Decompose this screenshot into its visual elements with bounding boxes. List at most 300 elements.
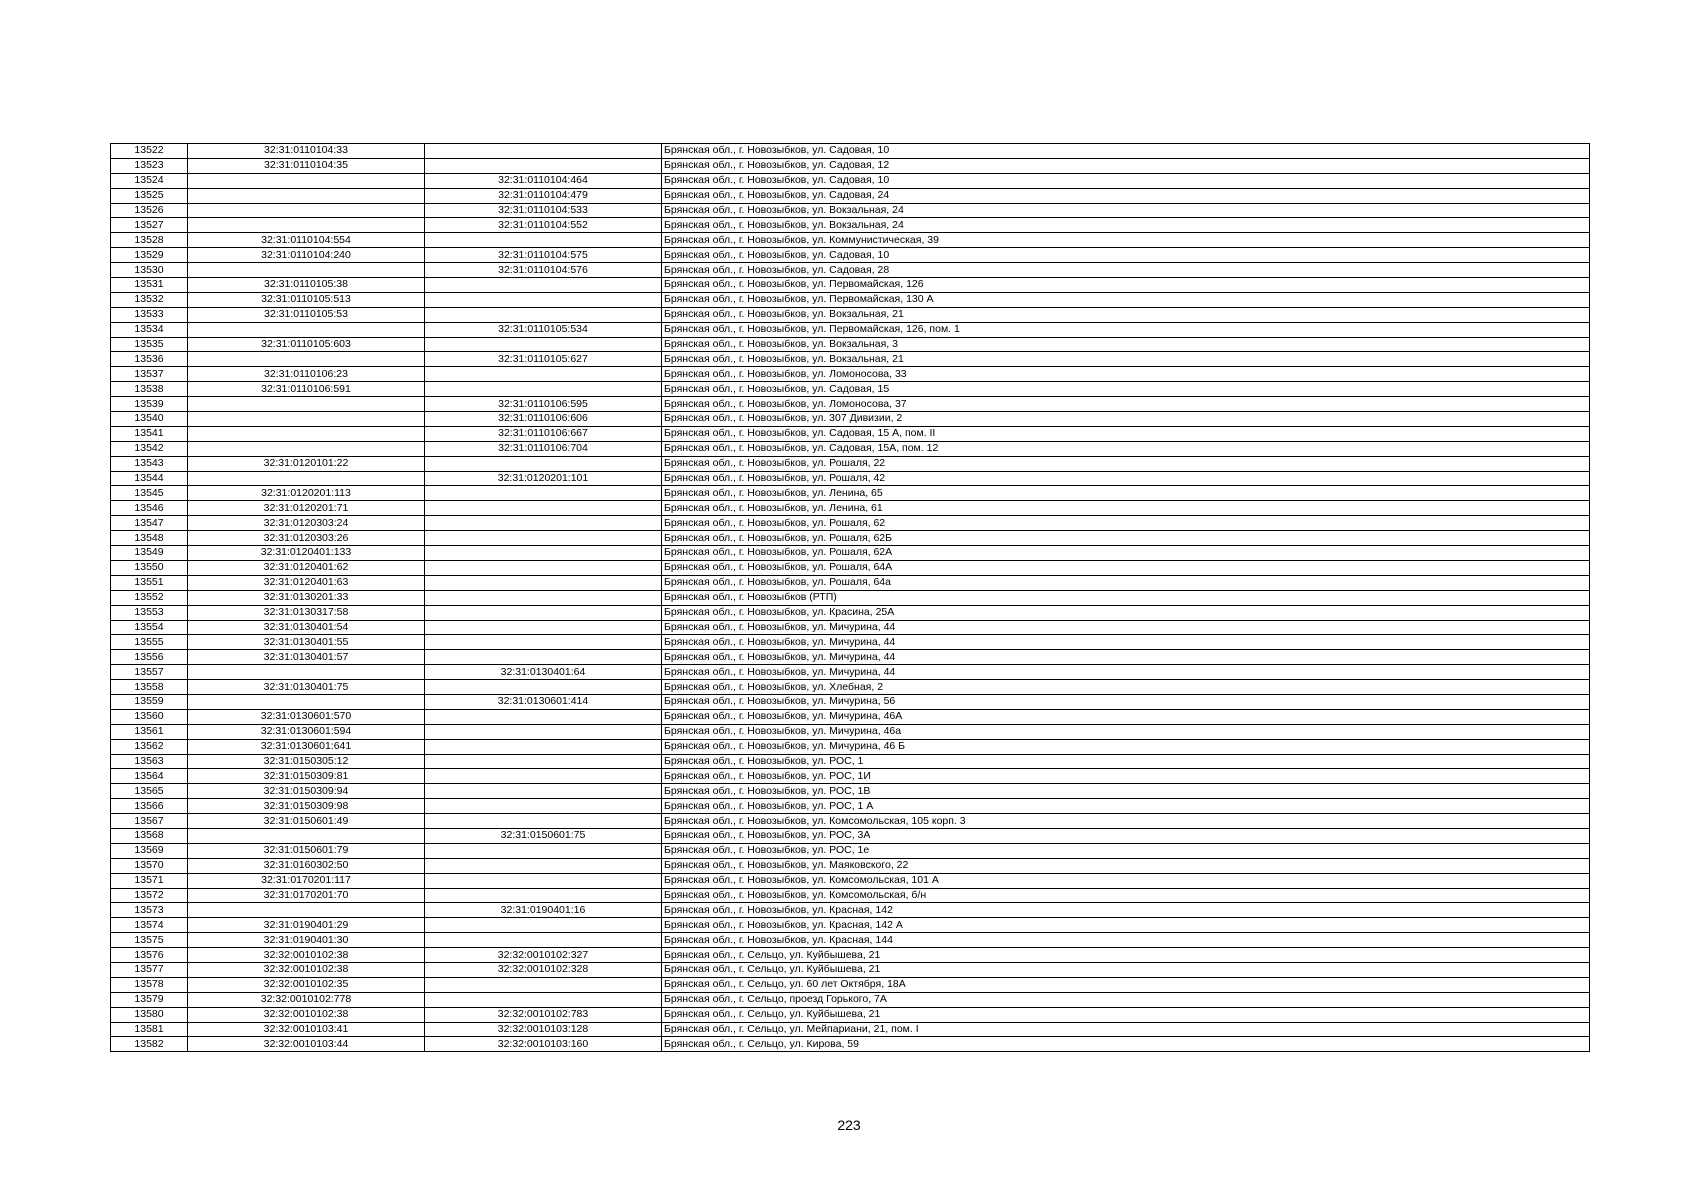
object-cadastral-number-cell: 32:31:0190401:16 (425, 903, 662, 918)
cadastral-number-cell: 32:31:0170201:117 (188, 873, 425, 888)
object-cadastral-number-cell (425, 799, 662, 814)
cadastral-number-cell: 32:31:0150601:79 (188, 843, 425, 858)
cadastral-number-cell: 32:31:0120303:26 (188, 531, 425, 546)
table-row (111, 754, 1590, 769)
table-row (111, 903, 1590, 918)
table-row (111, 724, 1590, 739)
table-row (111, 709, 1590, 724)
table-row (111, 382, 1590, 397)
row-number-cell: 13529 (111, 248, 188, 263)
row-number-cell: 13547 (111, 516, 188, 531)
row-number-cell: 13535 (111, 337, 188, 352)
table-row (111, 278, 1590, 293)
object-cadastral-number-cell: 32:31:0110104:464 (425, 173, 662, 188)
table-row (111, 322, 1590, 337)
row-number-cell: 13537 (111, 367, 188, 382)
cadastral-number-cell: 32:31:0170201:70 (188, 888, 425, 903)
row-number-cell: 13533 (111, 307, 188, 322)
table-row (111, 873, 1590, 888)
object-cadastral-number-cell (425, 724, 662, 739)
cadastral-number-cell: 32:32:0010102:778 (188, 992, 425, 1007)
table-row (111, 680, 1590, 695)
cadastral-number-cell (188, 188, 425, 203)
row-number-cell: 13555 (111, 635, 188, 650)
address-cell: Брянская обл., г. Новозыбков, ул. РОС, 1И (662, 769, 1590, 784)
address-cell: Брянская обл., г. Новозыбков, ул. Рошаля, 42 (662, 471, 1590, 486)
address-cell: Брянская обл., г. Сельцо, ул. Куйбышева, 21 (662, 1007, 1590, 1022)
row-number-cell: 13522 (111, 144, 188, 159)
object-cadastral-number-cell (425, 337, 662, 352)
object-cadastral-number-cell (425, 933, 662, 948)
address-cell: Брянская обл., г. Новозыбков, ул. Рошаля, 64а (662, 575, 1590, 590)
row-number-cell: 13549 (111, 546, 188, 561)
cadastral-number-cell: 32:31:0190401:29 (188, 918, 425, 933)
table-row (111, 426, 1590, 441)
object-cadastral-number-cell: 32:31:0110106:704 (425, 441, 662, 456)
object-cadastral-number-cell (425, 769, 662, 784)
table-row (111, 888, 1590, 903)
cadastral-number-cell: 32:31:0120201:113 (188, 486, 425, 501)
address-cell: Брянская обл., г. Новозыбков, ул. Садовая, 10 (662, 248, 1590, 263)
table-row (111, 203, 1590, 218)
row-number-cell: 13530 (111, 263, 188, 278)
row-number-cell: 13563 (111, 754, 188, 769)
address-cell: Брянская обл., г. Новозыбков, ул. Садовая, 24 (662, 188, 1590, 203)
cadastral-number-cell: 32:31:0130401:75 (188, 680, 425, 695)
row-number-cell: 13565 (111, 784, 188, 799)
row-number-cell: 13572 (111, 888, 188, 903)
table-row (111, 1037, 1590, 1052)
table-row (111, 739, 1590, 754)
table-row (111, 1022, 1590, 1037)
table-row (111, 784, 1590, 799)
address-cell: Брянская обл., г. Новозыбков, ул. Садовая, 15 (662, 382, 1590, 397)
object-cadastral-number-cell (425, 650, 662, 665)
address-cell: Брянская обл., г. Сельцо, ул. Кирова, 59 (662, 1037, 1590, 1052)
table-row (111, 650, 1590, 665)
row-number-cell: 13543 (111, 456, 188, 471)
row-number-cell: 13552 (111, 590, 188, 605)
object-cadastral-number-cell (425, 546, 662, 561)
registry-table (110, 143, 1590, 1052)
address-cell: Брянская обл., г. Сельцо, ул. Мейпариани, 21, пом. I (662, 1022, 1590, 1037)
row-number-cell: 13559 (111, 694, 188, 709)
cadastral-number-cell: 32:31:0110106:23 (188, 367, 425, 382)
object-cadastral-number-cell: 32:31:0120201:101 (425, 471, 662, 486)
address-cell: Брянская обл., г. Новозыбков, ул. Мичурина, 44 (662, 635, 1590, 650)
object-cadastral-number-cell (425, 977, 662, 992)
table-row (111, 575, 1590, 590)
table-row (111, 769, 1590, 784)
registry-table-body (111, 144, 1590, 1052)
object-cadastral-number-cell: 32:32:0010103:160 (425, 1037, 662, 1052)
address-cell: Брянская обл., г. Новозыбков, ул. Мичурина, 44 (662, 665, 1590, 680)
table-row (111, 144, 1590, 159)
row-number-cell: 13560 (111, 709, 188, 724)
object-cadastral-number-cell (425, 709, 662, 724)
row-number-cell: 13541 (111, 426, 188, 441)
cadastral-number-cell: 32:31:0110105:38 (188, 278, 425, 293)
table-row (111, 233, 1590, 248)
object-cadastral-number-cell (425, 560, 662, 575)
table-row (111, 188, 1590, 203)
address-cell: Брянская обл., г. Новозыбков, ул. Садовая, 10 (662, 173, 1590, 188)
cadastral-number-cell: 32:31:0110105:603 (188, 337, 425, 352)
address-cell: Брянская обл., г. Новозыбков, ул. Рошаля, 62Б (662, 531, 1590, 546)
cadastral-number-cell: 32:31:0110106:591 (188, 382, 425, 397)
row-number-cell: 13553 (111, 605, 188, 620)
object-cadastral-number-cell: 32:32:0010103:128 (425, 1022, 662, 1037)
cadastral-number-cell: 32:31:0110105:53 (188, 307, 425, 322)
object-cadastral-number-cell (425, 843, 662, 858)
table-row (111, 337, 1590, 352)
table-row (111, 1007, 1590, 1022)
address-cell: Брянская обл., г. Новозыбков, ул. Мичурина, 46а (662, 724, 1590, 739)
cadastral-number-cell: 32:31:0150601:49 (188, 814, 425, 829)
row-number-cell: 13536 (111, 352, 188, 367)
row-number-cell: 13573 (111, 903, 188, 918)
address-cell: Брянская обл., г. Новозыбков, ул. Мичурина, 46 Б (662, 739, 1590, 754)
cadastral-number-cell: 32:31:0150305:12 (188, 754, 425, 769)
table-row (111, 694, 1590, 709)
address-cell: Брянская обл., г. Новозыбков, ул. РОС, 3А (662, 828, 1590, 843)
row-number-cell: 13542 (111, 441, 188, 456)
address-cell: Брянская обл., г. Новозыбков, ул. Мичурина, 56 (662, 694, 1590, 709)
object-cadastral-number-cell (425, 620, 662, 635)
table-row (111, 605, 1590, 620)
table-row (111, 367, 1590, 382)
object-cadastral-number-cell (425, 531, 662, 546)
address-cell: Брянская обл., г. Новозыбков, ул. Вокзальная, 21 (662, 352, 1590, 367)
table-row (111, 531, 1590, 546)
table-row (111, 948, 1590, 963)
cadastral-number-cell (188, 828, 425, 843)
row-number-cell: 13562 (111, 739, 188, 754)
address-cell: Брянская обл., г. Новозыбков, ул. Вокзальная, 21 (662, 307, 1590, 322)
object-cadastral-number-cell (425, 888, 662, 903)
object-cadastral-number-cell: 32:32:0010102:783 (425, 1007, 662, 1022)
cadastral-number-cell: 32:31:0130401:55 (188, 635, 425, 650)
row-number-cell: 13556 (111, 650, 188, 665)
row-number-cell: 13558 (111, 680, 188, 695)
cadastral-number-cell (188, 471, 425, 486)
address-cell: Брянская обл., г. Новозыбков, ул. Первомайская, 130 А (662, 292, 1590, 307)
table-row (111, 933, 1590, 948)
cadastral-number-cell: 32:31:0120401:133 (188, 546, 425, 561)
object-cadastral-number-cell (425, 307, 662, 322)
row-number-cell: 13531 (111, 278, 188, 293)
address-cell: Брянская обл., г. Новозыбков, ул. Коммунистическая, 39 (662, 233, 1590, 248)
row-number-cell: 13581 (111, 1022, 188, 1037)
address-cell: Брянская обл., г. Новозыбков, ул. РОС, 1е (662, 843, 1590, 858)
cadastral-number-cell: 32:31:0120101:22 (188, 456, 425, 471)
cadastral-number-cell (188, 322, 425, 337)
row-number-cell: 13576 (111, 948, 188, 963)
cadastral-number-cell: 32:31:0160302:50 (188, 858, 425, 873)
address-cell: Брянская обл., г. Новозыбков, ул. Первомайская, 126 (662, 278, 1590, 293)
cadastral-number-cell: 32:31:0120401:63 (188, 575, 425, 590)
row-number-cell: 13580 (111, 1007, 188, 1022)
object-cadastral-number-cell (425, 486, 662, 501)
cadastral-number-cell: 32:31:0110104:33 (188, 144, 425, 159)
address-cell: Брянская обл., г. Новозыбков, ул. Первомайская, 126, пом. 1 (662, 322, 1590, 337)
row-number-cell: 13575 (111, 933, 188, 948)
row-number-cell: 13545 (111, 486, 188, 501)
object-cadastral-number-cell (425, 784, 662, 799)
object-cadastral-number-cell (425, 501, 662, 516)
table-row (111, 962, 1590, 977)
cadastral-number-cell: 32:32:0010102:38 (188, 962, 425, 977)
address-cell: Брянская обл., г. Новозыбков, ул. Рошаля, 62А (662, 546, 1590, 561)
table-row (111, 799, 1590, 814)
table-row (111, 456, 1590, 471)
table-row (111, 292, 1590, 307)
table-row (111, 843, 1590, 858)
table-row (111, 918, 1590, 933)
address-cell: Брянская обл., г. Новозыбков, ул. Садовая, 15 А, пом. II (662, 426, 1590, 441)
address-cell: Брянская обл., г. Новозыбков, ул. Рошаля, 22 (662, 456, 1590, 471)
table-row (111, 516, 1590, 531)
row-number-cell: 13540 (111, 412, 188, 427)
table-row (111, 486, 1590, 501)
object-cadastral-number-cell (425, 456, 662, 471)
address-cell: Брянская обл., г. Новозыбков, ул. Садовая, 10 (662, 144, 1590, 159)
object-cadastral-number-cell (425, 158, 662, 173)
row-number-cell: 13550 (111, 560, 188, 575)
cadastral-number-cell: 32:31:0110104:240 (188, 248, 425, 263)
cadastral-number-cell: 32:31:0130317:58 (188, 605, 425, 620)
table-row (111, 412, 1590, 427)
object-cadastral-number-cell (425, 873, 662, 888)
object-cadastral-number-cell: 32:31:0110104:576 (425, 263, 662, 278)
address-cell: Брянская обл., г. Сельцо, проезд Горького, 7А (662, 992, 1590, 1007)
object-cadastral-number-cell: 32:31:0110104:533 (425, 203, 662, 218)
row-number-cell: 13523 (111, 158, 188, 173)
cadastral-number-cell: 32:31:0130401:57 (188, 650, 425, 665)
row-number-cell: 13551 (111, 575, 188, 590)
table-row (111, 665, 1590, 680)
cadastral-number-cell: 32:31:0150309:94 (188, 784, 425, 799)
cadastral-number-cell: 32:31:0150309:98 (188, 799, 425, 814)
address-cell: Брянская обл., г. Новозыбков, ул. РОС, 1 А (662, 799, 1590, 814)
address-cell: Брянская обл., г. Новозыбков, ул. Комсомольская, 101 А (662, 873, 1590, 888)
address-cell: Брянская обл., г. Новозыбков, ул. Маяковского, 22 (662, 858, 1590, 873)
object-cadastral-number-cell: 32:31:0110106:667 (425, 426, 662, 441)
row-number-cell: 13569 (111, 843, 188, 858)
address-cell: Брянская обл., г. Новозыбков, ул. Садовая, 15А, пом. 12 (662, 441, 1590, 456)
cadastral-number-cell: 32:32:0010102:38 (188, 948, 425, 963)
row-number-cell: 13546 (111, 501, 188, 516)
row-number-cell: 13570 (111, 858, 188, 873)
object-cadastral-number-cell (425, 814, 662, 829)
object-cadastral-number-cell: 32:31:0130601:414 (425, 694, 662, 709)
address-cell: Брянская обл., г. Новозыбков, ул. Хлебная, 2 (662, 680, 1590, 695)
address-cell: Брянская обл., г. Новозыбков, ул. Комсомольская, 105 корп. 3 (662, 814, 1590, 829)
row-number-cell: 13567 (111, 814, 188, 829)
object-cadastral-number-cell (425, 858, 662, 873)
address-cell: Брянская обл., г. Новозыбков, ул. Комсомольская, б/н (662, 888, 1590, 903)
object-cadastral-number-cell (425, 144, 662, 159)
row-number-cell: 13574 (111, 918, 188, 933)
address-cell: Брянская обл., г. Новозыбков, ул. Мичурина, 44 (662, 650, 1590, 665)
address-cell: Брянская обл., г. Новозыбков, ул. Садовая, 12 (662, 158, 1590, 173)
address-cell: Брянская обл., г. Сельцо, ул. 60 лет Октября, 18А (662, 977, 1590, 992)
table-row (111, 218, 1590, 233)
object-cadastral-number-cell (425, 680, 662, 695)
table-row (111, 307, 1590, 322)
table-row (111, 560, 1590, 575)
cadastral-number-cell (188, 263, 425, 278)
row-number-cell: 13579 (111, 992, 188, 1007)
cadastral-number-cell (188, 203, 425, 218)
row-number-cell: 13526 (111, 203, 188, 218)
row-number-cell: 13524 (111, 173, 188, 188)
address-cell: Брянская обл., г. Новозыбков, ул. Мичурина, 44 (662, 620, 1590, 635)
object-cadastral-number-cell (425, 278, 662, 293)
row-number-cell: 13534 (111, 322, 188, 337)
cadastral-number-cell: 32:31:0130401:54 (188, 620, 425, 635)
object-cadastral-number-cell (425, 918, 662, 933)
object-cadastral-number-cell: 32:31:0110106:595 (425, 397, 662, 412)
row-number-cell: 13528 (111, 233, 188, 248)
object-cadastral-number-cell: 32:31:0110105:534 (425, 322, 662, 337)
table-row (111, 158, 1590, 173)
row-number-cell: 13564 (111, 769, 188, 784)
row-number-cell: 13566 (111, 799, 188, 814)
address-cell: Брянская обл., г. Сельцо, ул. Куйбышева, 21 (662, 948, 1590, 963)
cadastral-number-cell (188, 694, 425, 709)
table-row (111, 814, 1590, 829)
row-number-cell: 13548 (111, 531, 188, 546)
row-number-cell: 13557 (111, 665, 188, 680)
table-row (111, 546, 1590, 561)
table-row (111, 173, 1590, 188)
table-row (111, 992, 1590, 1007)
cadastral-number-cell: 32:31:0120303:24 (188, 516, 425, 531)
page-number: 223 (837, 1117, 861, 1133)
address-cell: Брянская обл., г. Новозыбков, ул. Вокзальная, 3 (662, 337, 1590, 352)
cadastral-number-cell: 32:32:0010103:44 (188, 1037, 425, 1052)
cadastral-number-cell: 32:32:0010102:38 (188, 1007, 425, 1022)
object-cadastral-number-cell: 32:31:0110104:575 (425, 248, 662, 263)
row-number-cell: 13525 (111, 188, 188, 203)
address-cell: Брянская обл., г. Новозыбков, ул. Ленина, 61 (662, 501, 1590, 516)
object-cadastral-number-cell (425, 575, 662, 590)
address-cell: Брянская обл., г. Новозыбков, ул. Красная, 142 А (662, 918, 1590, 933)
address-cell: Брянская обл., г. Новозыбков, ул. 307 Дивизии, 2 (662, 412, 1590, 427)
object-cadastral-number-cell (425, 516, 662, 531)
cadastral-number-cell (188, 352, 425, 367)
cadastral-number-cell: 32:31:0120201:71 (188, 501, 425, 516)
row-number-cell: 13571 (111, 873, 188, 888)
cadastral-number-cell: 32:31:0110104:554 (188, 233, 425, 248)
row-number-cell: 13568 (111, 828, 188, 843)
table-row (111, 263, 1590, 278)
object-cadastral-number-cell (425, 992, 662, 1007)
cadastral-number-cell: 32:31:0150309:81 (188, 769, 425, 784)
table-row (111, 590, 1590, 605)
object-cadastral-number-cell: 32:31:0150601:75 (425, 828, 662, 843)
table-row (111, 248, 1590, 263)
address-cell: Брянская обл., г. Новозыбков, ул. Ломоносова, 37 (662, 397, 1590, 412)
cadastral-number-cell (188, 173, 425, 188)
row-number-cell: 13532 (111, 292, 188, 307)
object-cadastral-number-cell (425, 605, 662, 620)
row-number-cell: 13544 (111, 471, 188, 486)
table-row (111, 828, 1590, 843)
cadastral-number-cell: 32:32:0010103:41 (188, 1022, 425, 1037)
cadastral-number-cell (188, 441, 425, 456)
cadastral-number-cell: 32:31:0110105:513 (188, 292, 425, 307)
address-cell: Брянская обл., г. Новозыбков, ул. Садовая, 28 (662, 263, 1590, 278)
table-row (111, 471, 1590, 486)
cadastral-number-cell: 32:31:0130601:570 (188, 709, 425, 724)
address-cell: Брянская обл., г. Новозыбков, ул. Ломоносова, 33 (662, 367, 1590, 382)
cadastral-number-cell: 32:31:0120401:62 (188, 560, 425, 575)
address-cell: Брянская обл., г. Новозыбков, ул. Красная, 144 (662, 933, 1590, 948)
table-row (111, 501, 1590, 516)
object-cadastral-number-cell: 32:31:0110106:606 (425, 412, 662, 427)
address-cell: Брянская обл., г. Сельцо, ул. Куйбышева, 21 (662, 962, 1590, 977)
cadastral-number-cell (188, 218, 425, 233)
table-row (111, 397, 1590, 412)
table-row (111, 620, 1590, 635)
row-number-cell: 13527 (111, 218, 188, 233)
object-cadastral-number-cell: 32:32:0010102:327 (425, 948, 662, 963)
object-cadastral-number-cell: 32:31:0110104:479 (425, 188, 662, 203)
address-cell: Брянская обл., г. Новозыбков, ул. Красная, 142 (662, 903, 1590, 918)
table-row (111, 635, 1590, 650)
cadastral-number-cell (188, 665, 425, 680)
cadastral-number-cell: 32:31:0130601:641 (188, 739, 425, 754)
table-row (111, 977, 1590, 992)
object-cadastral-number-cell: 32:31:0130401:64 (425, 665, 662, 680)
cadastral-number-cell (188, 903, 425, 918)
cadastral-number-cell: 32:31:0130201:33 (188, 590, 425, 605)
object-cadastral-number-cell (425, 754, 662, 769)
cadastral-number-cell (188, 397, 425, 412)
object-cadastral-number-cell (425, 635, 662, 650)
row-number-cell: 13578 (111, 977, 188, 992)
address-cell: Брянская обл., г. Новозыбков, ул. Рошаля, 64А (662, 560, 1590, 575)
address-cell: Брянская обл., г. Новозыбков (РТП) (662, 590, 1590, 605)
row-number-cell: 13577 (111, 962, 188, 977)
table-row (111, 352, 1590, 367)
cadastral-number-cell: 32:32:0010102:35 (188, 977, 425, 992)
address-cell: Брянская обл., г. Новозыбков, ул. Вокзальная, 24 (662, 203, 1590, 218)
object-cadastral-number-cell (425, 292, 662, 307)
object-cadastral-number-cell (425, 382, 662, 397)
address-cell: Брянская обл., г. Новозыбков, ул. РОС, 1В (662, 784, 1590, 799)
cadastral-number-cell: 32:31:0110104:35 (188, 158, 425, 173)
table-row (111, 441, 1590, 456)
cadastral-number-cell: 32:31:0130601:594 (188, 724, 425, 739)
object-cadastral-number-cell (425, 739, 662, 754)
cadastral-number-cell: 32:31:0190401:30 (188, 933, 425, 948)
object-cadastral-number-cell (425, 590, 662, 605)
object-cadastral-number-cell: 32:31:0110104:552 (425, 218, 662, 233)
address-cell: Брянская обл., г. Новозыбков, ул. РОС, 1 (662, 754, 1590, 769)
row-number-cell: 13538 (111, 382, 188, 397)
address-cell: Брянская обл., г. Новозыбков, ул. Ленина, 65 (662, 486, 1590, 501)
cadastral-number-cell (188, 426, 425, 441)
object-cadastral-number-cell (425, 233, 662, 248)
address-cell: Брянская обл., г. Новозыбков, ул. Вокзальная, 24 (662, 218, 1590, 233)
row-number-cell: 13539 (111, 397, 188, 412)
address-cell: Брянская обл., г. Новозыбков, ул. Рошаля, 62 (662, 516, 1590, 531)
object-cadastral-number-cell (425, 367, 662, 382)
address-cell: Брянская обл., г. Новозыбков, ул. Мичурина, 46А (662, 709, 1590, 724)
